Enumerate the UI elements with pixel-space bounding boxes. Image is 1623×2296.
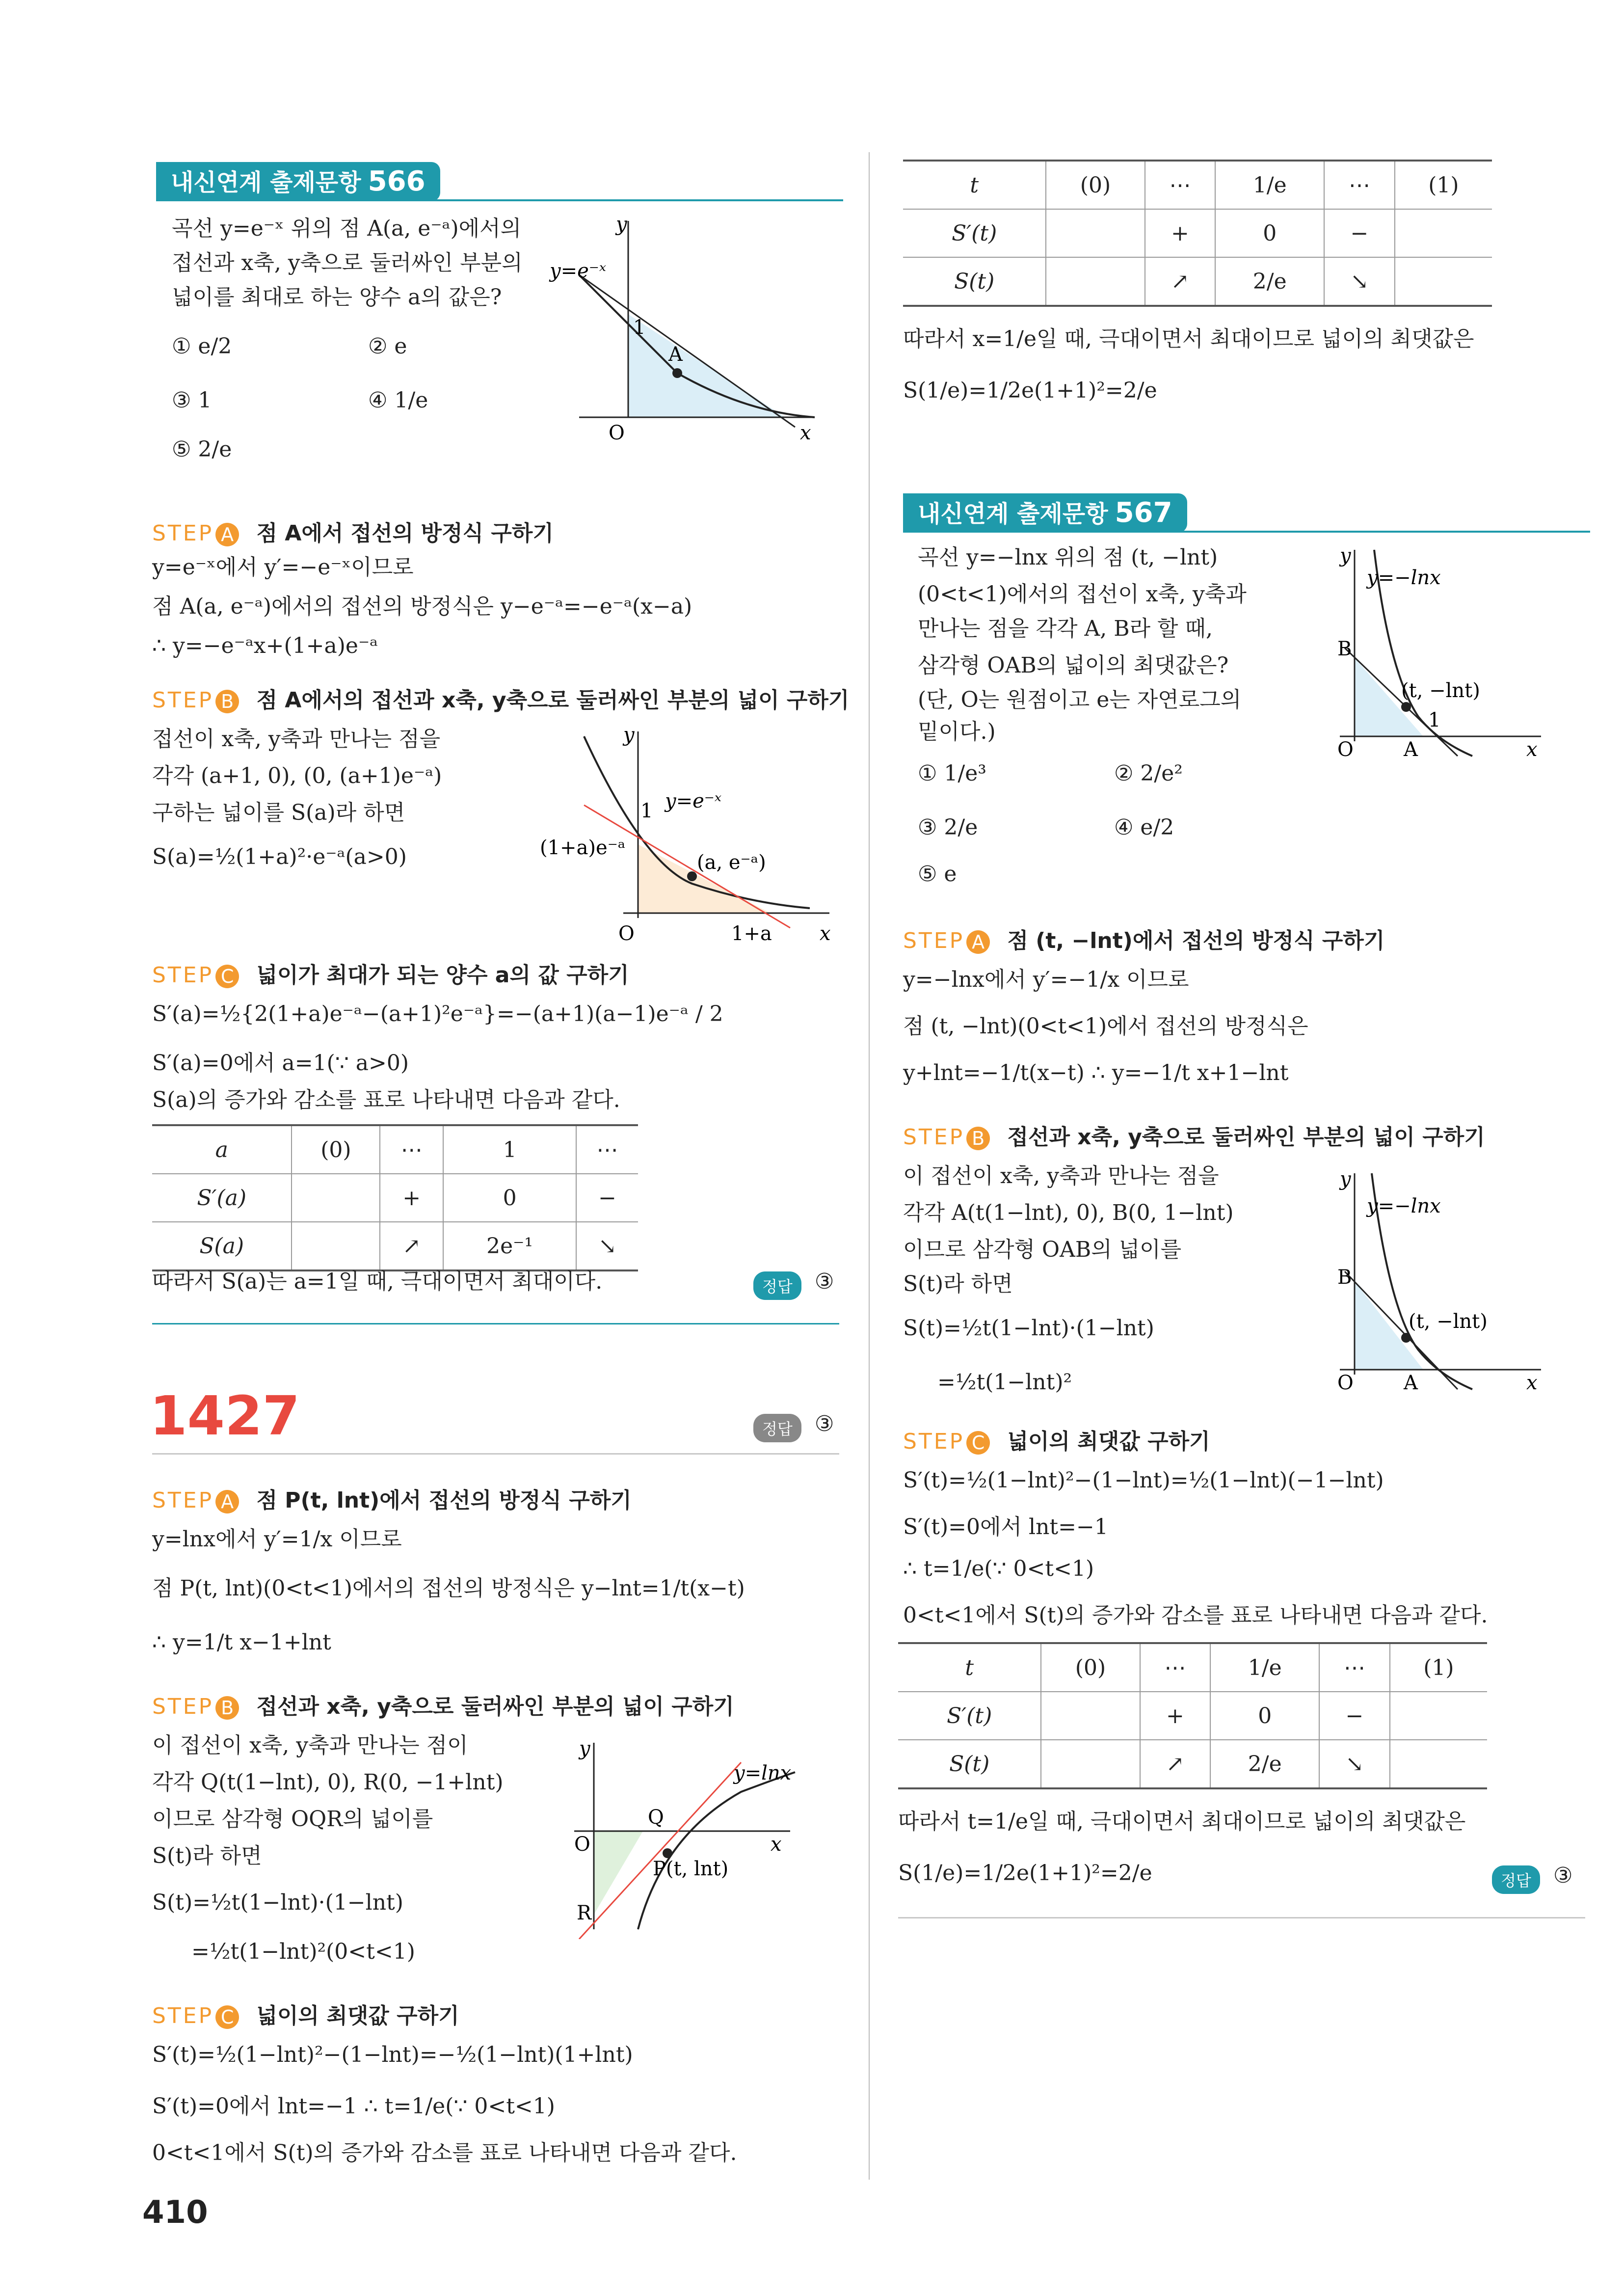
solution-line: =½t(1−lnt)²(0<t<1) — [191, 1939, 415, 1964]
step-b-heading: STEP B 접선과 x축, y축으로 둘러싸인 부분의 넓이 구하기 — [152, 1694, 734, 1719]
option-4[interactable]: ④ e/2 — [1114, 815, 1174, 840]
question-line: 만나는 점을 각각 A, B라 할 때, — [918, 616, 1213, 641]
table-row: S′(t) + 0 − — [898, 1692, 1487, 1740]
solution-line: S′(t)=0에서 lnt=−1 ∴ t=1/e(∵ 0<t<1) — [152, 2094, 555, 2119]
answer-badge: 정답 — [753, 1271, 801, 1300]
graph-one-label: 1 — [633, 316, 646, 339]
solution-line: 접선이 x축, y축과 만나는 점을 — [152, 727, 441, 752]
graph-x-label: x — [771, 1833, 782, 1856]
conclusion-line: S(1/e)=1/2e(1+1)²=2/e — [903, 378, 1157, 403]
graph-point-label: (t, −lnt) — [1401, 679, 1480, 702]
solution-line: 점 P(t, lnt)(0<t<1)에서의 접선의 방정식은 y−lnt=1/t(x−t) — [152, 1576, 745, 1601]
solution-line: y=lnx에서 y′=1/x 이므로 — [152, 1527, 402, 1552]
solution-line: S′(t)=½(1−lnt)²−(1−lnt)=½(1−lnt)(−1−lnt) — [903, 1468, 1384, 1493]
solution-line: S′(t)=0에서 lnt=−1 — [903, 1514, 1108, 1540]
graph-origin-label: O — [609, 422, 625, 442]
graph-y-label: y — [1340, 544, 1351, 567]
solution-line: 점 (t, −lnt)(0<t<1)에서 접선의 방정식은 — [903, 1014, 1308, 1039]
question-line: 접선과 x축, y축으로 둘러싸인 부분의 — [172, 250, 523, 275]
option-5[interactable]: ⑤ e — [918, 862, 957, 887]
solution-line: S(t)=½t(1−lnt)·(1−lnt) — [903, 1316, 1154, 1341]
conclusion-line: 따라서 x=1/e일 때, 극대이면서 최대이므로 넓이의 최댓값은 — [903, 326, 1474, 351]
graph-1427 — [564, 1733, 844, 1939]
graph-xintercept-label: 1+a — [731, 922, 772, 945]
solution-line: y=−lnx에서 y′=−1/x 이므로 — [903, 967, 1189, 992]
solution-line: S(a)의 증가와 감소를 표로 나타내면 다음과 같다. — [152, 1087, 620, 1112]
question-line: (단, O는 원점이고 e는 자연로그의 — [918, 687, 1242, 712]
graph-x-label: x — [1526, 1372, 1538, 1394]
step-title: 점 (t, −lnt)에서 접선의 방정식 구하기 — [1007, 928, 1385, 953]
step-a-heading: STEP A 점 (t, −lnt)에서 접선의 방정식 구하기 — [903, 928, 1385, 953]
solution-line: =½t(1−lnt)² — [937, 1370, 1072, 1395]
solution-line: 각각 A(t(1−lnt), 0), B(0, 1−lnt) — [903, 1200, 1234, 1225]
step-title: 점 A에서의 접선과 x축, y축으로 둘러싸인 부분의 넓이 구하기 — [256, 688, 850, 713]
graph-curve-label: y=e⁻ˣ — [550, 260, 607, 282]
solution-line: ∴ t=1/e(∵ 0<t<1) — [903, 1556, 1094, 1581]
graph-y-label: y — [579, 1737, 590, 1760]
option-2[interactable]: ② e — [368, 334, 407, 359]
table-row: t (0) ⋯ 1/e ⋯ (1) — [903, 161, 1492, 209]
badge-number: 567 — [1115, 497, 1172, 529]
solution-line: y=e⁻ˣ에서 y′=−e⁻ˣ이므로 — [152, 555, 414, 580]
graph-point-label: A — [668, 343, 683, 366]
column-separator — [869, 152, 870, 2180]
step-title: 점 P(t, lnt)에서 접선의 방정식 구하기 — [256, 1488, 632, 1513]
graph-point-label: (a, e⁻ᵃ) — [697, 851, 766, 874]
solution-line: 점 A(a, e⁻ᵃ)에서의 접선의 방정식은 y−e⁻ᵃ=−e⁻ᵃ(x−a) — [152, 594, 692, 619]
conclusion-line: 따라서 S(a)는 a=1일 때, 극대이면서 최대이다. — [152, 1269, 603, 1294]
question-line: 넓이를 최대로 하는 양수 a의 값은? — [172, 285, 502, 310]
question-line: 곡선 y=e⁻ˣ 위의 점 A(a, e⁻ᵃ)에서의 — [172, 216, 522, 241]
table-row: S(t) ↗ 2/e ↘ — [898, 1740, 1487, 1788]
graph-one-label: 1 — [1428, 709, 1441, 731]
step-c-heading: STEP C 넓이의 최댓값 구하기 — [152, 2003, 459, 2028]
section-divider — [152, 1453, 839, 1455]
problem-number-1427: 1427 — [150, 1384, 300, 1447]
table-row: S(t) ↗ 2/e ↘ — [903, 257, 1492, 306]
variation-table-1 — [152, 1124, 638, 1271]
graph-origin-label: O — [618, 922, 635, 945]
graph-point-label: (t, −lnt) — [1409, 1310, 1488, 1333]
option-3[interactable]: ③ 1 — [172, 388, 212, 413]
graph-curve-label: y=e⁻ˣ — [665, 790, 722, 812]
graph-one-label: 1 — [640, 800, 653, 822]
badge-label: 내신연계 출제문항 — [918, 500, 1108, 528]
answer-badge: 정답 — [753, 1414, 801, 1442]
step-title: 넓이의 최댓값 구하기 — [256, 2003, 459, 2028]
graph-x-label: x — [820, 922, 831, 945]
solution-line: S(t)=½t(1−lnt)·(1−lnt) — [152, 1890, 403, 1915]
graph-x-label: x — [800, 422, 811, 442]
table-row: a (0) ⋯ 1 ⋯ — [152, 1125, 638, 1174]
page-number: 410 — [142, 2194, 208, 2231]
step-title: 접선과 x축, y축으로 둘러싸인 부분의 넓이 구하기 — [1007, 1125, 1485, 1150]
badge-underline — [156, 199, 843, 201]
solution-line: S(t)라 하면 — [152, 1843, 262, 1868]
question-line: 밑이다.) — [918, 719, 996, 744]
badge-underline — [903, 531, 1590, 533]
graph-y-label: y — [616, 213, 627, 236]
option-1[interactable]: ① e/2 — [172, 334, 232, 359]
problem-badge-567 — [903, 493, 1187, 533]
solution-line: S′(a)=½{2(1+a)e⁻ᵃ−(a+1)²e⁻ᵃ}=−(a+1)(a−1)e⁻ᵃ / 2 — [152, 1001, 723, 1026]
solution-line: S′(t)=½(1−lnt)²−(1−lnt)=−½(1−lnt)(1+lnt) — [152, 2042, 633, 2067]
badge-label: 내신연계 출제문항 — [171, 169, 361, 196]
step-title: 점 A에서 접선의 방정식 구하기 — [256, 521, 554, 546]
step-title: 넓이가 최대가 되는 양수 a의 값 구하기 — [256, 963, 629, 988]
solution-line: y+lnt=−1/t(x−t) ∴ y=−1/t x+1−lnt — [903, 1060, 1289, 1085]
graph-b-label: B — [1337, 1266, 1352, 1289]
step-c-heading: STEP C 넓이의 최댓값 구하기 — [903, 1429, 1210, 1454]
graph-curve-label: y=−lnx — [1367, 567, 1441, 589]
answer-value: ③ — [1553, 1863, 1573, 1888]
conclusion-line: S(1/e)=1/2e(1+1)²=2/e — [898, 1861, 1152, 1886]
graph-origin-label: O — [1337, 738, 1354, 761]
solution-line: 이 접선이 x축, y축과 만나는 점이 — [152, 1733, 468, 1758]
solution-line: 0<t<1에서 S(t)의 증가와 감소를 표로 나타내면 다음과 같다. — [903, 1603, 1488, 1628]
solution-line: S(a)=½(1+a)²·e⁻ᵃ(a>0) — [152, 844, 407, 869]
graph-r-label: R — [577, 1902, 592, 1924]
step-title: 접선과 x축, y축으로 둘러싸인 부분의 넓이 구하기 — [256, 1694, 734, 1719]
graph-567 — [1310, 540, 1566, 766]
variation-table-bottom — [898, 1642, 1487, 1789]
graph-yintercept-label: (1+a)e⁻ᵃ — [540, 837, 626, 859]
table-row: S′(t) + 0 − — [903, 209, 1492, 257]
step-a-heading: STEP A 점 A에서 접선의 방정식 구하기 — [152, 521, 554, 546]
variation-table-top — [903, 160, 1492, 307]
solution-line: ∴ y=−e⁻ᵃx+(1+a)e⁻ᵃ — [152, 633, 378, 658]
answer-badge: 정답 — [1492, 1865, 1540, 1894]
graph-566 — [540, 211, 844, 442]
section-divider — [898, 1917, 1585, 1918]
solution-line: 이므로 삼각형 OAB의 넓이를 — [903, 1237, 1182, 1262]
table-row: t (0) ⋯ 1/e ⋯ (1) — [898, 1643, 1487, 1692]
graph-step-b — [535, 722, 849, 952]
solution-line: S(t)라 하면 — [903, 1271, 1013, 1297]
graph-x-label: x — [1526, 738, 1538, 761]
question-line: 곡선 y=−lnx 위의 점 (t, −lnt) — [918, 545, 1218, 570]
graph-y-label: y — [1340, 1168, 1351, 1190]
option-5[interactable]: ⑤ 2/e — [172, 437, 232, 462]
solution-line: ∴ y=1/t x−1+lnt — [152, 1630, 331, 1655]
step-title: 넓이의 최댓값 구하기 — [1007, 1429, 1210, 1454]
step-a-heading: STEP A 점 P(t, lnt)에서 접선의 방정식 구하기 — [152, 1488, 632, 1513]
graph-step-b-567 — [1310, 1163, 1566, 1399]
step-b-heading: STEP B 접선과 x축, y축으로 둘러싸인 부분의 넓이 구하기 — [903, 1125, 1485, 1150]
table-row: S′(a) + 0 − — [152, 1174, 638, 1222]
solution-line: 각각 (a+1, 0), (0, (a+1)e⁻ᵃ) — [152, 763, 442, 788]
option-2[interactable]: ② 2/e² — [1114, 761, 1183, 786]
solution-line: 이 접선이 x축, y축과 만나는 점을 — [903, 1163, 1219, 1189]
badge-number: 566 — [368, 165, 426, 197]
solution-line: 0<t<1에서 S(t)의 증가와 감소를 표로 나타내면 다음과 같다. — [152, 2140, 737, 2165]
graph-curve-label: y=−lnx — [1367, 1195, 1441, 1217]
graph-origin-label: O — [1337, 1372, 1354, 1394]
graph-p-label: P(t, lnt) — [653, 1858, 729, 1880]
graph-q-label: Q — [648, 1806, 664, 1829]
graph-y-label: y — [623, 724, 635, 746]
option-3[interactable]: ③ 2/e — [918, 815, 978, 840]
graph-origin-label: O — [574, 1833, 590, 1856]
answer-value: ③ — [815, 1411, 834, 1436]
solution-line: 구하는 넓이를 S(a)라 하면 — [152, 800, 405, 825]
conclusion-line: 따라서 t=1/e일 때, 극대이면서 최대이므로 넓이의 최댓값은 — [898, 1809, 1466, 1834]
answer-value: ③ — [815, 1269, 834, 1294]
section-divider — [152, 1323, 839, 1324]
graph-curve-label: y=lnx — [734, 1762, 792, 1784]
step-b-heading: STEP B 점 A에서의 접선과 x축, y축으로 둘러싸인 부분의 넓이 구하기 — [152, 688, 850, 713]
graph-a-label: A — [1404, 1372, 1418, 1394]
question-line: (0<t<1)에서의 접선이 x축, y축과 — [918, 582, 1247, 607]
graph-a-label: A — [1404, 738, 1418, 761]
step-c-heading: STEP C 넓이가 최대가 되는 양수 a의 값 구하기 — [152, 963, 629, 988]
solution-line: 각각 Q(t(1−lnt), 0), R(0, −1+lnt) — [152, 1770, 504, 1795]
solution-line: 이므로 삼각형 OQR의 넓이를 — [152, 1807, 433, 1832]
problem-badge-566 — [156, 162, 440, 201]
option-1[interactable]: ① 1/e³ — [918, 761, 986, 786]
option-4[interactable]: ④ 1/e — [368, 388, 428, 413]
graph-b-label: B — [1337, 638, 1352, 660]
table-row: S(a) ↗ 2e⁻¹ ↘ — [152, 1222, 638, 1270]
solution-line: S′(a)=0에서 a=1(∵ a>0) — [152, 1051, 409, 1076]
question-line: 삼각형 OAB의 넓이의 최댓값은? — [918, 653, 1229, 678]
